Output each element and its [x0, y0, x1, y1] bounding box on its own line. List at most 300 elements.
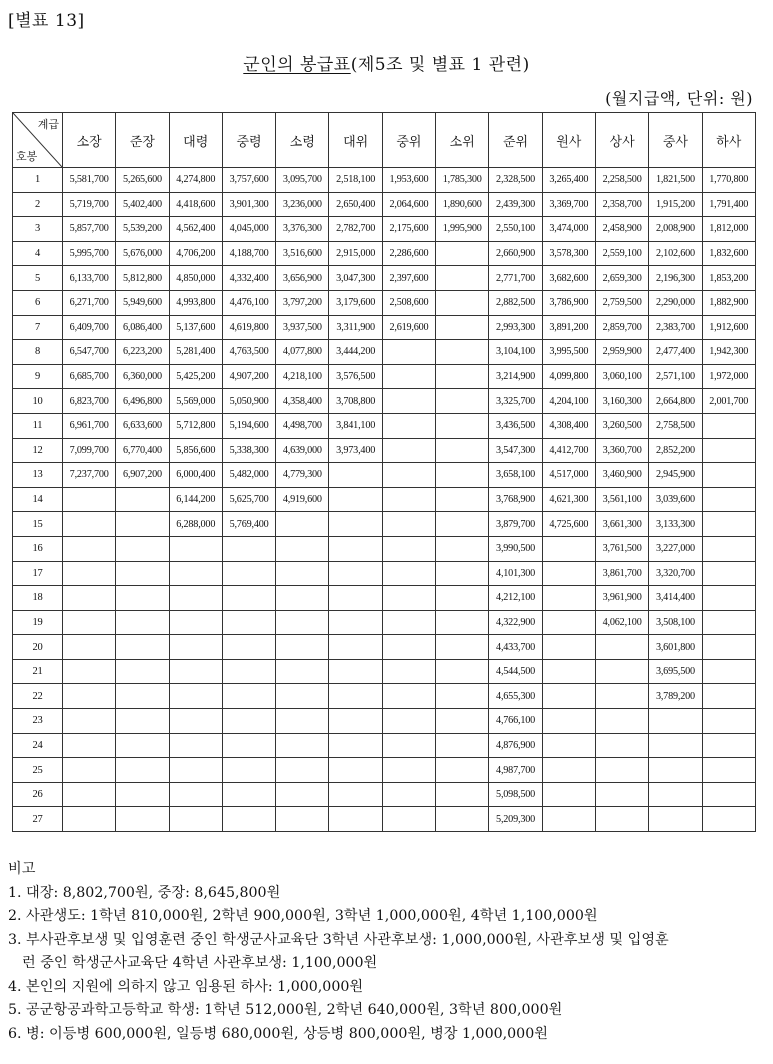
pay-cell: 2,945,900 [649, 463, 702, 488]
pay-cell [382, 610, 435, 635]
pay-cell: 2,518,100 [329, 168, 382, 193]
pay-cell [382, 635, 435, 660]
pay-cell: 4,619,800 [222, 315, 275, 340]
table-row [13, 438, 756, 463]
pay-cell: 6,271,700 [63, 290, 116, 315]
pay-cell: 4,433,700 [489, 635, 542, 660]
pay-cell [222, 709, 275, 734]
pay-cell [329, 659, 382, 684]
step-cell: 26 [13, 782, 63, 807]
pay-cell: 6,000,400 [169, 463, 222, 488]
pay-cell [169, 586, 222, 611]
pay-cell [382, 758, 435, 783]
pay-cell [169, 610, 222, 635]
table-row [13, 512, 756, 537]
pay-cell: 4,562,400 [169, 217, 222, 242]
table-row [13, 758, 756, 783]
pay-cell [382, 586, 435, 611]
pay-cell: 3,973,400 [329, 438, 382, 463]
step-cell: 25 [13, 758, 63, 783]
pay-cell [702, 659, 755, 684]
pay-cell [329, 758, 382, 783]
pay-cell: 4,062,100 [595, 610, 648, 635]
pay-cell [169, 635, 222, 660]
pay-cell: 5,209,300 [489, 807, 542, 832]
corner-header [13, 113, 63, 168]
pay-cell: 3,658,100 [489, 463, 542, 488]
pay-cell [63, 684, 116, 709]
pay-cell [276, 610, 329, 635]
step-cell: 22 [13, 684, 63, 709]
step-cell: 14 [13, 487, 63, 512]
pay-cell: 1,890,600 [436, 192, 489, 217]
pay-cell [276, 807, 329, 832]
pay-cell [702, 586, 755, 611]
pay-cell [382, 389, 435, 414]
pay-cell [63, 487, 116, 512]
pay-cell [382, 438, 435, 463]
pay-cell [595, 659, 648, 684]
pay-cell [276, 635, 329, 660]
pay-cell [436, 290, 489, 315]
pay-cell: 3,265,400 [542, 168, 595, 193]
pay-cell: 4,045,000 [222, 217, 275, 242]
pay-cell: 2,559,100 [595, 241, 648, 266]
pay-cell [436, 659, 489, 684]
pay-cell: 4,358,400 [276, 389, 329, 414]
pay-cell [436, 782, 489, 807]
pay-cell: 1,853,200 [702, 266, 755, 291]
pay-cell: 4,779,300 [276, 463, 329, 488]
pay-cell [436, 413, 489, 438]
step-cell: 10 [13, 389, 63, 414]
pay-cell: 4,308,400 [542, 413, 595, 438]
pay-cell: 2,001,700 [702, 389, 755, 414]
pay-cell: 4,099,800 [542, 364, 595, 389]
pay-cell [222, 561, 275, 586]
pay-cell [436, 364, 489, 389]
pay-cell [436, 487, 489, 512]
step-cell: 2 [13, 192, 63, 217]
pay-cell [595, 758, 648, 783]
pay-cell [329, 684, 382, 709]
pay-cell: 2,008,900 [649, 217, 702, 242]
pay-cell [63, 782, 116, 807]
pay-cell [63, 758, 116, 783]
pay-cell [329, 610, 382, 635]
pay-cell [329, 782, 382, 807]
pay-cell: 3,768,900 [489, 487, 542, 512]
pay-cell: 6,496,800 [116, 389, 169, 414]
pay-cell: 4,498,700 [276, 413, 329, 438]
table-row [13, 782, 756, 807]
pay-cell [542, 561, 595, 586]
step-cell: 19 [13, 610, 63, 635]
pay-cell: 6,961,700 [63, 413, 116, 438]
pay-cell [702, 487, 755, 512]
pay-cell [63, 659, 116, 684]
pay-cell: 3,325,700 [489, 389, 542, 414]
pay-cell [382, 733, 435, 758]
pay-cell: 2,477,400 [649, 340, 702, 365]
pay-cell [436, 635, 489, 660]
rank-header: 하사 [702, 113, 755, 168]
pay-cell: 4,218,100 [276, 364, 329, 389]
pay-cell: 5,402,400 [116, 192, 169, 217]
pay-cell: 2,650,400 [329, 192, 382, 217]
pay-cell [222, 635, 275, 660]
table-row [13, 684, 756, 709]
pay-cell [595, 733, 648, 758]
step-cell: 5 [13, 266, 63, 291]
pay-cell: 3,578,300 [542, 241, 595, 266]
pay-cell: 3,227,000 [649, 536, 702, 561]
pay-cell [382, 413, 435, 438]
pay-cell [649, 782, 702, 807]
pay-cell: 3,891,200 [542, 315, 595, 340]
step-cell: 4 [13, 241, 63, 266]
pay-cell [116, 610, 169, 635]
remark-item-continued: 런 중인 학생군사교육단 4학년 사관후보생: 1,100,000원 [22, 955, 378, 971]
pay-cell [542, 807, 595, 832]
pay-cell [436, 389, 489, 414]
pay-cell: 3,841,100 [329, 413, 382, 438]
table-row [13, 733, 756, 758]
step-cell: 7 [13, 315, 63, 340]
pay-cell [63, 536, 116, 561]
pay-cell [382, 561, 435, 586]
pay-cell [276, 586, 329, 611]
pay-cell: 1,942,300 [702, 340, 755, 365]
pay-cell: 3,789,200 [649, 684, 702, 709]
step-cell: 13 [13, 463, 63, 488]
table-row [13, 536, 756, 561]
step-cell: 27 [13, 807, 63, 832]
table-row [13, 340, 756, 365]
pay-cell: 3,601,800 [649, 635, 702, 660]
pay-cell [542, 758, 595, 783]
pay-cell: 3,937,500 [276, 315, 329, 340]
pay-cell: 2,759,500 [595, 290, 648, 315]
pay-cell: 2,290,000 [649, 290, 702, 315]
pay-cell: 2,258,500 [595, 168, 648, 193]
pay-cell [595, 782, 648, 807]
table-row [13, 389, 756, 414]
pay-cell: 3,214,900 [489, 364, 542, 389]
pay-cell: 3,460,900 [595, 463, 648, 488]
pay-cell: 3,786,900 [542, 290, 595, 315]
pay-cell: 2,358,700 [595, 192, 648, 217]
pay-cell: 5,482,000 [222, 463, 275, 488]
pay-cell: 6,144,200 [169, 487, 222, 512]
pay-cell: 1,972,000 [702, 364, 755, 389]
pay-cell: 5,281,400 [169, 340, 222, 365]
table-row [13, 561, 756, 586]
pay-cell [649, 733, 702, 758]
pay-cell [436, 561, 489, 586]
pay-cell: 6,086,400 [116, 315, 169, 340]
step-cell: 23 [13, 709, 63, 734]
pay-cell: 4,850,000 [169, 266, 222, 291]
table-row [13, 168, 756, 193]
pay-cell [382, 807, 435, 832]
pay-cell: 2,664,800 [649, 389, 702, 414]
title-reference: (제5조 및 별표 1 관련) [350, 55, 530, 75]
pay-cell: 5,712,800 [169, 413, 222, 438]
pay-cell [116, 561, 169, 586]
pay-cell [222, 807, 275, 832]
rank-header: 원사 [542, 113, 595, 168]
pay-cell: 3,133,300 [649, 512, 702, 537]
step-cell: 1 [13, 168, 63, 193]
pay-cell [702, 758, 755, 783]
pay-cell: 4,706,200 [169, 241, 222, 266]
pay-cell: 3,901,300 [222, 192, 275, 217]
pay-cell [382, 684, 435, 709]
pay-cell: 4,101,300 [489, 561, 542, 586]
pay-cell: 3,861,700 [595, 561, 648, 586]
pay-cell: 2,571,100 [649, 364, 702, 389]
pay-cell: 4,332,400 [222, 266, 275, 291]
pay-cell: 4,766,100 [489, 709, 542, 734]
pay-cell [276, 536, 329, 561]
pay-cell [542, 536, 595, 561]
pay-cell: 6,547,700 [63, 340, 116, 365]
pay-cell: 3,708,800 [329, 389, 382, 414]
pay-cell: 2,852,200 [649, 438, 702, 463]
pay-cell: 3,757,600 [222, 168, 275, 193]
pay-cell [436, 684, 489, 709]
pay-cell [276, 733, 329, 758]
pay-cell: 3,095,700 [276, 168, 329, 193]
pay-cell: 1,770,800 [702, 168, 755, 193]
table-row [13, 315, 756, 340]
pay-cell: 3,160,300 [595, 389, 648, 414]
pay-cell [169, 709, 222, 734]
pay-cell: 5,857,700 [63, 217, 116, 242]
pay-cell: 2,782,700 [329, 217, 382, 242]
pay-cell [382, 709, 435, 734]
pay-cell [222, 536, 275, 561]
table-row [13, 266, 756, 291]
pay-cell: 5,812,800 [116, 266, 169, 291]
pay-cell: 3,360,700 [595, 438, 648, 463]
pay-cell: 3,104,100 [489, 340, 542, 365]
step-cell: 8 [13, 340, 63, 365]
pay-cell: 4,639,000 [276, 438, 329, 463]
rank-header: 중령 [222, 113, 275, 168]
pay-cell: 3,990,500 [489, 536, 542, 561]
pay-cell: 4,412,700 [542, 438, 595, 463]
pay-cell: 2,915,000 [329, 241, 382, 266]
pay-cell: 5,625,700 [222, 487, 275, 512]
remark-item: 4. 본인의 지원에 의하지 않고 임용된 하사: 1,000,000원 [8, 978, 364, 995]
table-row [13, 586, 756, 611]
pay-cell [436, 807, 489, 832]
pay-cell [276, 561, 329, 586]
pay-cell [702, 635, 755, 660]
pay-cell [649, 709, 702, 734]
pay-cell: 3,376,300 [276, 217, 329, 242]
pay-cell: 5,539,200 [116, 217, 169, 242]
pay-cell: 3,547,300 [489, 438, 542, 463]
pay-cell [436, 758, 489, 783]
pay-cell [116, 684, 169, 709]
corner-rank-label: 계급 [37, 119, 59, 131]
pay-cell [169, 733, 222, 758]
pay-cell: 1,832,600 [702, 241, 755, 266]
pay-cell: 2,771,700 [489, 266, 542, 291]
table-row [13, 610, 756, 635]
pay-cell: 3,444,200 [329, 340, 382, 365]
pay-cell: 6,770,400 [116, 438, 169, 463]
pay-cell: 1,791,400 [702, 192, 755, 217]
pay-cell [436, 241, 489, 266]
pay-cell [436, 266, 489, 291]
pay-cell [169, 684, 222, 709]
pay-cell [382, 364, 435, 389]
table-row [13, 241, 756, 266]
corner-step-label: 호봉 [16, 151, 38, 163]
table-row [13, 635, 756, 660]
pay-cell: 3,311,900 [329, 315, 382, 340]
pay-cell: 2,508,600 [382, 290, 435, 315]
pay-cell: 3,039,600 [649, 487, 702, 512]
pay-cell [542, 635, 595, 660]
pay-cell: 2,286,600 [382, 241, 435, 266]
pay-cell [222, 586, 275, 611]
pay-cell [702, 709, 755, 734]
pay-cell [382, 487, 435, 512]
pay-cell: 2,196,300 [649, 266, 702, 291]
pay-cell [382, 659, 435, 684]
pay-cell [329, 635, 382, 660]
rank-header: 중사 [649, 113, 702, 168]
pay-cell: 2,458,900 [595, 217, 648, 242]
pay-table-body [13, 168, 756, 832]
pay-cell: 5,338,300 [222, 438, 275, 463]
pay-cell [436, 438, 489, 463]
pay-cell [702, 536, 755, 561]
rank-header: 준장 [116, 113, 169, 168]
pay-cell [595, 807, 648, 832]
pay-cell: 5,676,000 [116, 241, 169, 266]
pay-cell [63, 610, 116, 635]
pay-cell [702, 463, 755, 488]
pay-cell [329, 586, 382, 611]
pay-table [12, 112, 756, 832]
pay-cell: 4,987,700 [489, 758, 542, 783]
pay-cell [116, 487, 169, 512]
pay-cell: 3,682,600 [542, 266, 595, 291]
pay-cell [329, 733, 382, 758]
pay-cell [63, 709, 116, 734]
pay-cell: 5,194,600 [222, 413, 275, 438]
pay-cell [63, 733, 116, 758]
pay-cell [169, 561, 222, 586]
pay-cell [222, 733, 275, 758]
table-row [13, 413, 756, 438]
pay-cell [595, 635, 648, 660]
pay-cell [329, 463, 382, 488]
pay-cell [382, 340, 435, 365]
pay-cell [63, 807, 116, 832]
page-title [0, 50, 773, 75]
step-cell: 6 [13, 290, 63, 315]
pay-cell: 2,758,500 [649, 413, 702, 438]
pay-cell: 2,397,600 [382, 266, 435, 291]
pay-cell: 1,882,900 [702, 290, 755, 315]
pay-cell: 6,133,700 [63, 266, 116, 291]
pay-cell: 3,060,100 [595, 364, 648, 389]
table-row [13, 217, 756, 242]
pay-cell: 3,320,700 [649, 561, 702, 586]
table-row [13, 192, 756, 217]
step-cell: 21 [13, 659, 63, 684]
pay-cell [222, 782, 275, 807]
pay-cell: 6,907,200 [116, 463, 169, 488]
step-cell: 12 [13, 438, 63, 463]
pay-cell [436, 610, 489, 635]
rank-header: 소장 [63, 113, 116, 168]
step-cell: 20 [13, 635, 63, 660]
pay-cell: 5,569,000 [169, 389, 222, 414]
pay-cell [222, 758, 275, 783]
pay-cell [436, 340, 489, 365]
pay-cell: 6,633,600 [116, 413, 169, 438]
pay-cell: 1,995,900 [436, 217, 489, 242]
pay-cell [63, 635, 116, 660]
pay-cell [169, 782, 222, 807]
step-cell: 17 [13, 561, 63, 586]
pay-cell: 4,476,100 [222, 290, 275, 315]
pay-cell: 3,414,400 [649, 586, 702, 611]
pay-cell [116, 733, 169, 758]
remark-item: 2. 사관생도: 1학년 810,000원, 2학년 900,000원, 3학년 1,000,000원, 4학년 1,100,000원 [8, 908, 598, 924]
pay-cell: 4,876,900 [489, 733, 542, 758]
pay-cell [116, 635, 169, 660]
pay-cell [276, 758, 329, 783]
pay-cell: 5,769,400 [222, 512, 275, 537]
step-cell: 16 [13, 536, 63, 561]
pay-cell: 2,175,600 [382, 217, 435, 242]
pay-cell [436, 586, 489, 611]
pay-cell [329, 487, 382, 512]
pay-cell: 2,550,100 [489, 217, 542, 242]
pay-cell: 3,236,000 [276, 192, 329, 217]
pay-cell: 4,322,900 [489, 610, 542, 635]
pay-cell: 5,265,600 [116, 168, 169, 193]
pay-cell [382, 782, 435, 807]
pay-cell: 3,260,500 [595, 413, 648, 438]
pay-cell [169, 807, 222, 832]
pay-cell [222, 684, 275, 709]
unit-note: (월지급액, 단위: 원) [605, 89, 753, 108]
pay-cell: 4,274,800 [169, 168, 222, 193]
pay-cell [436, 512, 489, 537]
pay-cell: 2,064,600 [382, 192, 435, 217]
pay-cell [702, 733, 755, 758]
pay-cell [436, 463, 489, 488]
pay-cell [702, 413, 755, 438]
pay-cell: 1,915,200 [649, 192, 702, 217]
rank-header: 소위 [436, 113, 489, 168]
pay-cell [276, 709, 329, 734]
table-row [13, 709, 756, 734]
pay-cell: 5,137,600 [169, 315, 222, 340]
pay-cell: 4,763,500 [222, 340, 275, 365]
table-row [13, 463, 756, 488]
